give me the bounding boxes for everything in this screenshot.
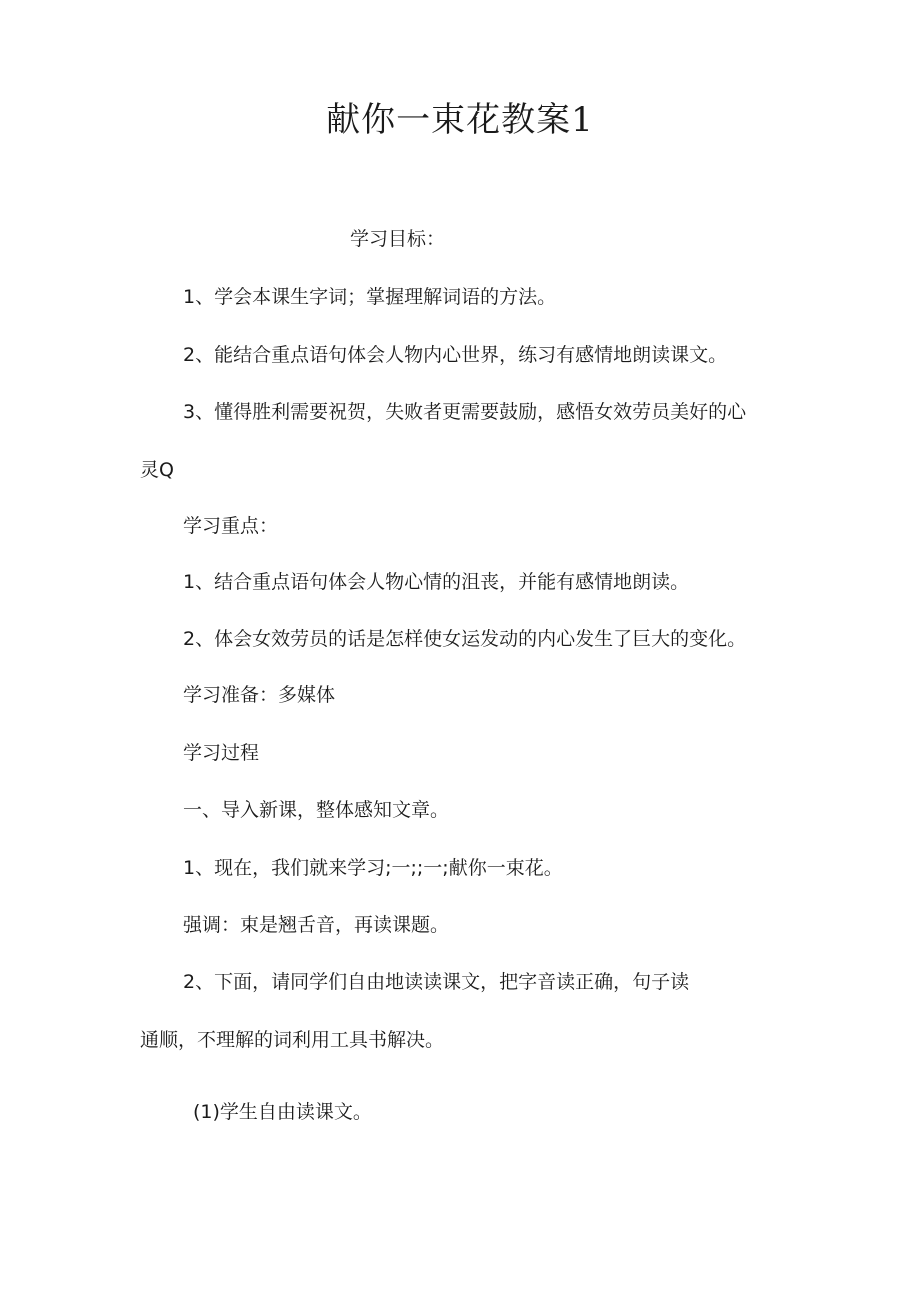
paragraph-line: 1、结合重点语句体会人物心情的沮丧，并能有感情地朗读。 [183,571,690,593]
section-heading-objectives: 学习目标： [350,228,446,250]
paragraph-line: 2、下面，请同学们自由地读读课文，把字音读正确，句子读 [183,971,690,993]
paragraph-line: 2、体会女效劳员的话是怎样使女运发动的内心发生了巨大的变化。 [183,628,747,650]
section-heading-process: 学习过程 [183,742,260,764]
section-heading-key-points: 学习重点： [183,515,279,537]
paragraph-line: 一、导入新课，整体感知文章。 [183,799,450,821]
paragraph-line: (1)学生自由读课文。 [193,1101,372,1123]
paragraph-line: 灵Q [140,459,174,481]
paragraph-line: 强调：束是翘舌音，再读课题。 [183,914,450,936]
paragraph-line: 1、现在，我们就来学习;一;;一;献你一束花。 [183,857,563,879]
paragraph-line: 2、能结合重点语句体会人物内心世界，练习有感情地朗读课文。 [183,344,728,366]
paragraph-line: 3、懂得胜利需要祝贺，失败者更需要鼓励，感悟女效劳员美好的心 [183,401,747,423]
paragraph-line: 1、学会本课生字词；掌握理解词语的方法。 [183,286,557,308]
document-title: 献你一束花教案1 [326,100,594,140]
paragraph-line: 通顺，不理解的词利用工具书解决。 [140,1029,445,1051]
section-heading-preparation: 学习准备：多媒体 [183,684,336,706]
